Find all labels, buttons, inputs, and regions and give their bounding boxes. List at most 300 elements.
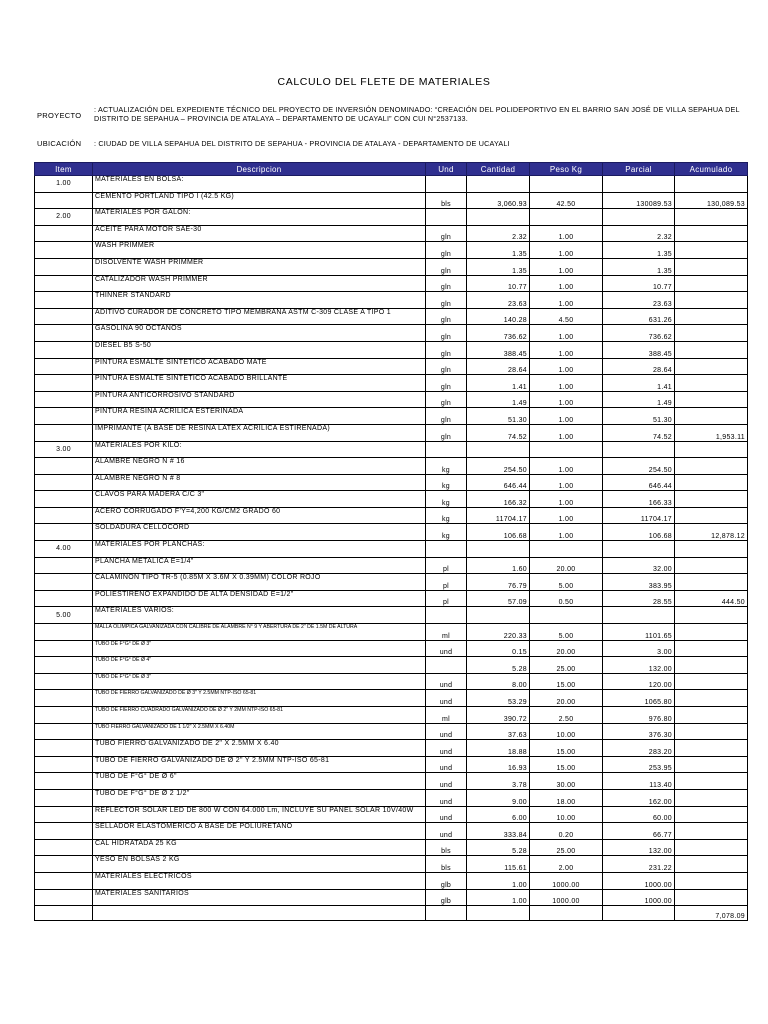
- cell-cantidad: 736.62: [467, 325, 530, 342]
- cell-und: und: [426, 756, 467, 773]
- cell-acumulado: [675, 823, 748, 840]
- cell-und: und: [426, 823, 467, 840]
- cell-parcial: 32.00: [603, 557, 675, 574]
- table-row: [35, 673, 748, 690]
- table-row: [35, 325, 748, 342]
- cell-item: [35, 640, 93, 657]
- table-row: [35, 839, 748, 856]
- cell-und: und: [426, 690, 467, 707]
- cell-item: [35, 839, 93, 856]
- cell-acumulado: [675, 557, 748, 574]
- cell-acumulado: [675, 258, 748, 275]
- cell-acumulado: [675, 441, 748, 458]
- cell-und: und: [426, 773, 467, 790]
- section-row: [35, 607, 748, 624]
- cell-descripcion: MATERIALES POR KILO:: [93, 441, 426, 458]
- table-row: [35, 391, 748, 408]
- cell-und: glb: [426, 872, 467, 889]
- cell-acumulado: [675, 872, 748, 889]
- cell-peso: 20.00: [530, 640, 603, 657]
- cell-peso: 20.00: [530, 690, 603, 707]
- cell-und: gln: [426, 408, 467, 425]
- table-row: [35, 458, 748, 475]
- table-row: [35, 740, 748, 757]
- table-row: [35, 590, 748, 607]
- cell-descripcion: MATERIALES ELECTRICOS: [93, 872, 426, 889]
- cell-cantidad: 1.35: [467, 242, 530, 259]
- cell-item: [35, 424, 93, 441]
- cell-parcial: [603, 441, 675, 458]
- cell-parcial: [603, 176, 675, 193]
- cell-parcial: 106.68: [603, 524, 675, 541]
- cell-item: [35, 275, 93, 292]
- cell-item: [35, 292, 93, 309]
- cell-acumulado: [675, 474, 748, 491]
- cell-parcial: 113.40: [603, 773, 675, 790]
- table-row: [35, 424, 748, 441]
- cell-acumulado: [675, 308, 748, 325]
- cell-acumulado: [675, 856, 748, 873]
- cell-item: [35, 458, 93, 475]
- cell-parcial: 976.80: [603, 707, 675, 724]
- cell-parcial: 376.30: [603, 723, 675, 740]
- cell-acumulado: 1,953.11: [675, 424, 748, 441]
- cell-parcial: 1.35: [603, 258, 675, 275]
- cell-cantidad: 646.44: [467, 474, 530, 491]
- cell-descripcion: CAL HIDRATADA 25 KG: [93, 839, 426, 856]
- cell-item: 4.00: [35, 541, 93, 558]
- cell-acumulado: [675, 275, 748, 292]
- cell-acumulado: [675, 491, 748, 508]
- location-text: : CIUDAD DE VILLA SEPAHUA DEL DISTRITO DE SEPAHUA - PROVINCIA DE ATALAYA - DEPARTAMENTO DE UCAYALI: [94, 139, 510, 148]
- cell-descripcion: TUBO DE F°G° DE Ø 2 1/2": [93, 789, 426, 806]
- cell-und: [426, 176, 467, 193]
- cell-descripcion: ACEITE PARA MOTOR SAE-30: [93, 225, 426, 242]
- cell-cantidad: 76.79: [467, 574, 530, 591]
- cell-cantidad: 333.84: [467, 823, 530, 840]
- table-row: [35, 225, 748, 242]
- cell-peso: 1.00: [530, 408, 603, 425]
- cell-und: gln: [426, 325, 467, 342]
- cell-cantidad: 1.00: [467, 889, 530, 906]
- cell-und: [426, 607, 467, 624]
- cell-item: [35, 308, 93, 325]
- cell-peso: 1.00: [530, 242, 603, 259]
- cell-descripcion: TUBO FIERRO GALVANIZADO DE 2" X 2.5MM X 6.40: [93, 740, 426, 757]
- cell-peso: 1000.00: [530, 872, 603, 889]
- cell-peso: 15.00: [530, 756, 603, 773]
- cell-descripcion: CEMENTO PORTLAND TIPO I (42.5 KG): [93, 192, 426, 209]
- cell-acumulado: 7,078.09: [675, 906, 748, 921]
- cell-item: [35, 872, 93, 889]
- cell-parcial: 1.49: [603, 391, 675, 408]
- cell-parcial: 120.00: [603, 673, 675, 690]
- cell-acumulado: [675, 806, 748, 823]
- cell-descripcion: DIESEL B5 S-50: [93, 341, 426, 358]
- cell-descripcion: MATERIALES POR GALON:: [93, 209, 426, 226]
- cell-cantidad: 1.35: [467, 258, 530, 275]
- cell-acumulado: [675, 889, 748, 906]
- cell-und: [426, 441, 467, 458]
- cell-peso: 1.00: [530, 507, 603, 524]
- cell-item: 3.00: [35, 441, 93, 458]
- cell-parcial: 166.33: [603, 491, 675, 508]
- cell-parcial: 231.22: [603, 856, 675, 873]
- cell-cantidad: [467, 607, 530, 624]
- cell-cantidad: 57.09: [467, 590, 530, 607]
- cell-acumulado: [675, 723, 748, 740]
- cell-cantidad: 140.28: [467, 308, 530, 325]
- cell-item: [35, 673, 93, 690]
- cell-peso: 1.00: [530, 341, 603, 358]
- cell-cantidad: 1.60: [467, 557, 530, 574]
- cell-acumulado: [675, 574, 748, 591]
- cell-item: [35, 906, 93, 921]
- cell-descripcion: REFLECTOR SOLAR LED DE 800 W CON 64.000 Lm, INCLUYE SU PANEL SOLAR 10V/40W: [93, 806, 426, 823]
- cell-acumulado: 130,089.53: [675, 192, 748, 209]
- cell-cantidad: [467, 441, 530, 458]
- cell-peso: 1.00: [530, 491, 603, 508]
- cell-cantidad: 388.45: [467, 341, 530, 358]
- cell-cantidad: 1.41: [467, 375, 530, 392]
- cell-und: gln: [426, 308, 467, 325]
- cell-peso: 1.00: [530, 524, 603, 541]
- cell-und: gln: [426, 242, 467, 259]
- cell-peso: 1000.00: [530, 889, 603, 906]
- cell-peso: [530, 607, 603, 624]
- cell-acumulado: [675, 740, 748, 757]
- cell-cantidad: 9.00: [467, 789, 530, 806]
- cell-und: gln: [426, 391, 467, 408]
- table-row: [35, 806, 748, 823]
- header-und: Und: [426, 163, 467, 176]
- cell-parcial: 66.77: [603, 823, 675, 840]
- cell-descripcion: ALAMBRE NEGRO N # 16: [93, 458, 426, 475]
- cell-cantidad: 1.00: [467, 872, 530, 889]
- cell-cantidad: 23.63: [467, 292, 530, 309]
- cell-item: [35, 325, 93, 342]
- cell-descripcion: ACERO CORRUGADO F'Y=4,200 KG/CM2 GRADO 60: [93, 507, 426, 524]
- cell-und: und: [426, 640, 467, 657]
- table-row: [35, 640, 748, 657]
- cell-item: [35, 358, 93, 375]
- cell-acumulado: [675, 690, 748, 707]
- cell-item: 5.00: [35, 607, 93, 624]
- cell-peso: 25.00: [530, 657, 603, 674]
- cell-item: [35, 707, 93, 724]
- cell-descripcion: PINTURA ESMALTE SINTETICO ACABADO BRILLANTE: [93, 375, 426, 392]
- table-row: [35, 192, 748, 209]
- cell-descripcion: MATERIALES SANITARIOS: [93, 889, 426, 906]
- cell-parcial: 130089.53: [603, 192, 675, 209]
- cell-acumulado: [675, 225, 748, 242]
- cell-parcial: 1.35: [603, 242, 675, 259]
- cell-descripcion: YESO EN BOLSAS 2 KG: [93, 856, 426, 873]
- cell-parcial: [603, 541, 675, 558]
- cell-parcial: 1101.65: [603, 624, 675, 641]
- cell-und: pl: [426, 574, 467, 591]
- cell-peso: [530, 541, 603, 558]
- table-row: [35, 624, 748, 641]
- cell-cantidad: 37.63: [467, 723, 530, 740]
- cell-und: pl: [426, 557, 467, 574]
- cell-descripcion: PLANCHA METALICA E=1/4": [93, 557, 426, 574]
- cell-acumulado: [675, 657, 748, 674]
- cell-und: gln: [426, 424, 467, 441]
- cell-item: [35, 590, 93, 607]
- cell-cantidad: 5.28: [467, 839, 530, 856]
- cell-descripcion: TUBO DE F°G° DE Ø 4": [93, 657, 426, 674]
- cell-item: [35, 624, 93, 641]
- cell-peso: 1.00: [530, 275, 603, 292]
- cell-item: [35, 225, 93, 242]
- cell-descripcion: TUBO DE FIERRO GALVANIZADO DE Ø 3" Y 2.5MM NTP-ISO 65-81: [93, 690, 426, 707]
- cell-item: 2.00: [35, 209, 93, 226]
- cell-parcial: 1.41: [603, 375, 675, 392]
- cell-acumulado: [675, 507, 748, 524]
- table-row: [35, 375, 748, 392]
- cell-item: [35, 889, 93, 906]
- cell-item: [35, 507, 93, 524]
- cell-descripcion: THINNER STANDARD: [93, 292, 426, 309]
- cell-acumulado: [675, 624, 748, 641]
- cell-item: [35, 756, 93, 773]
- header-cantidad: Cantidad: [467, 163, 530, 176]
- cell-item: [35, 391, 93, 408]
- cell-acumulado: [675, 707, 748, 724]
- cell-peso: 5.00: [530, 624, 603, 641]
- cell-parcial: [603, 906, 675, 921]
- cell-descripcion: MALLA OLIMPICA GALVANIZADA CON CALIBRE DE ALAMBRE N° 9 Y ABERTURA DE 2" DE 1.5M DE ALTURA: [93, 624, 426, 641]
- cell-peso: 1.00: [530, 225, 603, 242]
- section-row: [35, 541, 748, 558]
- cell-item: [35, 723, 93, 740]
- cell-und: ml: [426, 707, 467, 724]
- cell-peso: 10.00: [530, 723, 603, 740]
- cell-cantidad: 28.64: [467, 358, 530, 375]
- cell-descripcion: CLAVOS PARA MADERA C/C 3": [93, 491, 426, 508]
- cell-peso: 2.50: [530, 707, 603, 724]
- cell-parcial: 1065.80: [603, 690, 675, 707]
- cell-acumulado: [675, 673, 748, 690]
- project-text: : ACTUALIZACIÓN DEL EXPEDIENTE TÉCNICO DEL PROYECTO DE INVERSIÓN DENOMINADO: “CREACIÓN DEL POLIDEPORTIVO EN EL BARRIO SAN JOSÉ DE VILLA SEPAHUA DEL DISTRITO DE SEPAHUA – PROVINCIA DE ATALAYA – DEPARTAMENTO DE UCAYALI” CON CUI N°2537133.: [94, 105, 740, 123]
- cell-item: [35, 375, 93, 392]
- table-row: [35, 242, 748, 259]
- cell-cantidad: 1.49: [467, 391, 530, 408]
- cell-cantidad: 74.52: [467, 424, 530, 441]
- cell-und: gln: [426, 341, 467, 358]
- cell-und: gln: [426, 258, 467, 275]
- cell-parcial: 132.00: [603, 657, 675, 674]
- cell-item: [35, 474, 93, 491]
- cell-descripcion: WASH PRIMMER: [93, 242, 426, 259]
- cell-descripcion: PINTURA RESINA ACRILICA ESTERINADA: [93, 408, 426, 425]
- cell-und: [426, 541, 467, 558]
- cell-descripcion: TUBO DE FIERRO GALVANIZADO DE Ø 2" Y 2.5MM NTP-ISO 65-81: [93, 756, 426, 773]
- cell-descripcion: MATERIALES VARIOS:: [93, 607, 426, 624]
- cell-und: [426, 209, 467, 226]
- cell-und: gln: [426, 225, 467, 242]
- cell-acumulado: [675, 541, 748, 558]
- cell-peso: [530, 441, 603, 458]
- cell-item: [35, 740, 93, 757]
- location-label: UBICACIÓN: [37, 139, 82, 148]
- cell-cantidad: 18.88: [467, 740, 530, 757]
- cell-cantidad: 0.15: [467, 640, 530, 657]
- cell-peso: 15.00: [530, 740, 603, 757]
- cell-cantidad: [467, 209, 530, 226]
- cell-parcial: 132.00: [603, 839, 675, 856]
- project-label: PROYECTO: [37, 111, 82, 120]
- cell-descripcion: TUBO DE F°G° DE Ø 6": [93, 773, 426, 790]
- cell-peso: 2.00: [530, 856, 603, 873]
- cell-item: [35, 806, 93, 823]
- cell-item: [35, 789, 93, 806]
- cell-und: pl: [426, 590, 467, 607]
- cell-und: gln: [426, 358, 467, 375]
- cell-peso: 1.00: [530, 292, 603, 309]
- cell-und: bls: [426, 192, 467, 209]
- cell-acumulado: [675, 375, 748, 392]
- cell-peso: 1.00: [530, 458, 603, 475]
- table-row: [35, 872, 748, 889]
- cell-cantidad: 254.50: [467, 458, 530, 475]
- cell-und: gln: [426, 275, 467, 292]
- cell-parcial: 51.30: [603, 408, 675, 425]
- cell-descripcion: ADITIVO CURADOR DE CONCRETO TIPO MEMBRANA ASTM C-309 CLASE A TIPO 1: [93, 308, 426, 325]
- header-acumulado: Acumulado: [675, 163, 748, 176]
- cell-acumulado: [675, 358, 748, 375]
- cell-parcial: 253.95: [603, 756, 675, 773]
- cell-und: kg: [426, 524, 467, 541]
- table-row: [35, 358, 748, 375]
- cell-cantidad: 106.68: [467, 524, 530, 541]
- cell-peso: 25.00: [530, 839, 603, 856]
- cell-acumulado: [675, 292, 748, 309]
- cell-peso: 1.00: [530, 424, 603, 441]
- cell-und: kg: [426, 458, 467, 475]
- cell-acumulado: [675, 176, 748, 193]
- cell-cantidad: 115.61: [467, 856, 530, 873]
- cell-und: und: [426, 723, 467, 740]
- cell-und: kg: [426, 474, 467, 491]
- cell-peso: 20.00: [530, 557, 603, 574]
- table-row: [35, 408, 748, 425]
- cell-peso: 15.00: [530, 673, 603, 690]
- cell-und: kg: [426, 507, 467, 524]
- cell-und: kg: [426, 491, 467, 508]
- cell-parcial: 74.52: [603, 424, 675, 441]
- cell-parcial: 28.55: [603, 590, 675, 607]
- cell-parcial: 60.00: [603, 806, 675, 823]
- cell-peso: 0.20: [530, 823, 603, 840]
- cell-cantidad: 11704.17: [467, 507, 530, 524]
- cell-und: glb: [426, 889, 467, 906]
- cell-und: [426, 906, 467, 921]
- cell-peso: 1.00: [530, 358, 603, 375]
- cell-und: gln: [426, 292, 467, 309]
- cell-item: [35, 341, 93, 358]
- cell-peso: [530, 209, 603, 226]
- cell-acumulado: [675, 242, 748, 259]
- cell-parcial: 10.77: [603, 275, 675, 292]
- cell-descripcion: SELLADOR ELASTOMERICO A BASE DE POLIURETANO: [93, 823, 426, 840]
- cell-parcial: 646.44: [603, 474, 675, 491]
- table-row: [35, 292, 748, 309]
- cell-descripcion: CALAMINON TIPO TR-5 (0.85M X 3.6M X 0.39MM) COLOR ROJO: [93, 574, 426, 591]
- cell-descripcion: ALAMBRE NEGRO N # 8: [93, 474, 426, 491]
- cell-acumulado: 12,878.12: [675, 524, 748, 541]
- cell-cantidad: [467, 176, 530, 193]
- cell-parcial: 11704.17: [603, 507, 675, 524]
- cell-descripcion: [93, 906, 426, 921]
- header-parcial: Parcial: [603, 163, 675, 176]
- cell-parcial: 162.00: [603, 789, 675, 806]
- cell-parcial: 388.45: [603, 341, 675, 358]
- cell-parcial: 23.63: [603, 292, 675, 309]
- cell-und: bls: [426, 856, 467, 873]
- cell-peso: 1.00: [530, 375, 603, 392]
- cell-peso: 1.00: [530, 258, 603, 275]
- cell-cantidad: 3,060.93: [467, 192, 530, 209]
- table-row: [35, 574, 748, 591]
- cell-descripcion: POLIESTIRENO EXPANDIDO DE ALTA DENSIDAD E=1/2": [93, 590, 426, 607]
- table-row: [35, 474, 748, 491]
- cell-descripcion: TUBO FIERRO GALVANIZADO DE 1 1/2" X 2.5MM X 6.40M: [93, 723, 426, 740]
- table-row: [35, 657, 748, 674]
- cell-cantidad: 5.28: [467, 657, 530, 674]
- table-header-row: [35, 163, 748, 176]
- cell-peso: [530, 906, 603, 921]
- cell-item: [35, 856, 93, 873]
- section-row: [35, 441, 748, 458]
- cell-cantidad: 390.72: [467, 707, 530, 724]
- table-row: [35, 906, 748, 921]
- cell-descripcion: CATALIZADOR WASH PRIMMER: [93, 275, 426, 292]
- cell-item: [35, 773, 93, 790]
- cell-cantidad: 16.93: [467, 756, 530, 773]
- table-row: [35, 707, 748, 724]
- table-row: [35, 773, 748, 790]
- cell-parcial: [603, 209, 675, 226]
- table-row: [35, 341, 748, 358]
- cell-item: [35, 524, 93, 541]
- cell-item: [35, 823, 93, 840]
- cell-peso: 4.50: [530, 308, 603, 325]
- cell-item: [35, 242, 93, 259]
- section-row: [35, 209, 748, 226]
- cell-cantidad: 6.00: [467, 806, 530, 823]
- table-row: [35, 823, 748, 840]
- cell-item: 1.00: [35, 176, 93, 193]
- header-item: Item: [35, 163, 93, 176]
- cell-parcial: 736.62: [603, 325, 675, 342]
- table-row: [35, 756, 748, 773]
- cell-descripcion: MATERIALES POR PLANCHAS:: [93, 541, 426, 558]
- cell-item: [35, 557, 93, 574]
- cell-acumulado: [675, 789, 748, 806]
- cell-descripcion: TUBO DE F°G° DE Ø 3": [93, 640, 426, 657]
- cell-peso: 10.00: [530, 806, 603, 823]
- cell-descripcion: IMPRIMANTE (A BASE DE RESINA LATEX ACRILICA ESTIRENADA): [93, 424, 426, 441]
- cell-und: bls: [426, 839, 467, 856]
- cell-und: ml: [426, 624, 467, 641]
- cell-peso: 5.00: [530, 574, 603, 591]
- cell-item: [35, 258, 93, 275]
- cell-item: [35, 657, 93, 674]
- cell-peso: 30.00: [530, 773, 603, 790]
- table-row: [35, 275, 748, 292]
